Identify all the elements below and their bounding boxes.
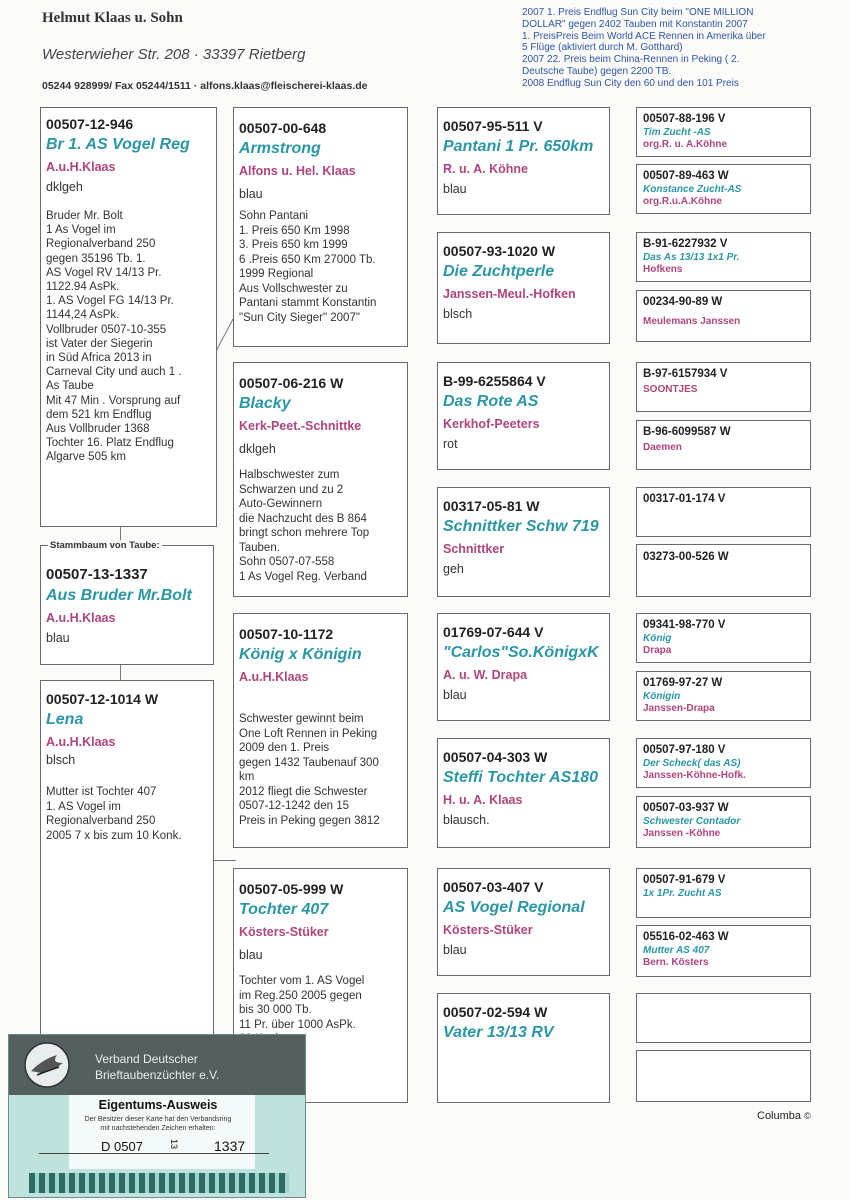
gen3-name: Die Zuchtperle [443,263,555,280]
mf-notes [239,712,403,828]
gen4-breeder: SOONTJES [643,384,698,395]
gen3-ring: B-99-6255864 V [443,373,546,389]
gen4-name: Königin [643,691,681,702]
gen3-ring: 01769-07-644 V [443,624,544,640]
father-name: Br 1. AS Vogel Reg [46,136,190,153]
gen3-name: AS Vogel Regional [443,899,585,916]
gen4-box-1 [636,107,811,157]
gen4-ring: B-96-6099587 W [643,426,731,438]
gen3-breeder: Kerkhof-Peeters [443,417,540,431]
mother-breeder: A.u.H.Klaas [46,735,116,749]
gen4-ring: 00234-90-89 W [643,296,723,308]
note-line: 2012 fliegt die Schwester [239,785,368,798]
note-line: Preis in Peking gegen 3812 [239,814,380,827]
gen4-breeder: Janssen-Köhne-Hofk. [643,770,746,781]
gen3-name: Steffi Tochter AS180 [443,769,599,786]
note-line: Tochter 16. Platz Endflug [46,437,174,450]
card-ring-number: 1337 [214,1138,246,1154]
gen3-ring: 00317-05-81 W [443,498,540,514]
note-line: bringt schon mehrere Top [239,527,370,539]
gen3-color: blau [443,943,467,957]
gen4-box-8 [636,544,811,597]
gen3-color: blausch. [443,813,490,827]
note-line: Regionalverband 250 [46,238,156,251]
gen4-breeder: org.R.u.A.Köhne [643,196,722,207]
note-line: As Taube [46,380,94,393]
gen4-ring: 03273-00-526 W [643,551,729,563]
gen4-ring: 00507-89-463 W [643,170,729,182]
gen4-ring: B-91-6227932 V [643,238,728,250]
note-line: AS Vogel RV 14/13 Pr. [46,266,162,279]
gen4-box-5 [636,362,811,412]
note-line: Bruder Mr. Bolt [46,210,123,222]
note-line: Mit 47 Min . Vorsprung auf [46,394,181,407]
note-line: 0507-12-1242 den 15 [239,800,349,812]
gen3-box-5 [437,613,610,721]
gen3-breeder: Kösters-Stüker [443,923,533,937]
father-ring: 00507-12-946 [46,116,134,132]
gen3-breeder: H. u. A. Klaas [443,793,523,807]
note-line: 1 As Vogel im [46,224,116,237]
mm-name: Tochter 407 [239,901,329,918]
pedigree-caption: Stammbaum von Taube: [50,540,160,551]
gen4-box-9 [636,613,811,663]
mm-breeder: Kösters-Stüker [239,925,329,939]
gen4-ring: 05516-02-463 W [643,931,729,943]
card-ring-left: D 0507 [101,1139,143,1154]
note-line: gegen 1432 Taubenauf 300 [239,756,379,769]
gen3-ring: 00507-95-511 V [443,118,543,134]
connector-line [120,664,121,680]
gen4-ring: 00507-91-679 V [643,874,726,886]
note-line: Carneval City und auch 1 . [46,366,182,379]
gen3-box-3 [437,362,610,470]
note-line: 1999 Regional [239,268,314,280]
gen3-breeder: Janssen-Meul.-Hofken [443,287,576,301]
achievement-line: 2007 1. Preis Endflug Sun City beim "ONE MILLION [522,7,754,18]
gen3-color: rot [443,437,458,451]
father-breeder: A.u.H.Klaas [46,160,116,174]
gen4-breeder: Daemen [643,442,682,453]
gen3-ring: 00507-02-594 W [443,1004,548,1020]
mm-ring: 00507-05-999 W [239,881,344,897]
mother-ring: 00507-12-1014 W [46,691,159,707]
mf-box [233,613,408,848]
gen4-box-11 [636,738,811,788]
gen4-box-3 [636,232,811,282]
gen4-box-14 [636,925,811,977]
note-line: bis 30 000 Tb. [239,1004,312,1016]
note-line: 1. Preis 650 Km 1998 [239,224,350,237]
mm-color: blau [239,948,263,962]
achievements-block [522,7,766,90]
ff-name: Armstrong [239,140,321,157]
fm-breeder: Kerk-Peet.-Schnittke [239,419,362,433]
gen3-color: geh [443,562,464,576]
gen4-name: Tim Zucht -AS [643,127,711,138]
fm-notes [239,468,403,584]
gen3-name: Vater 13/13 RV [443,1024,554,1041]
gen4-box-4 [636,290,811,342]
ownership-card [8,1034,306,1198]
fm-box [233,362,408,597]
gen3-name: Schnittker Schw 719 [443,518,599,535]
card-org-line: Verband Deutscher [95,1052,198,1066]
gen4-name: Der Scheck( das AS) [643,758,741,769]
note-line: Pantani stammt Konstantin [239,297,377,309]
achievement-line: 2008 Endflug Sun City den 60 und den 101 Preis [522,77,739,89]
brand-label [757,1110,811,1122]
note-line: Mutter ist Tochter 407 [46,786,157,798]
note-line: Halbschwester zum [239,469,340,481]
note-line: im Reg.250 2005 gegen [239,989,362,1002]
gen3-color: blau [443,182,467,196]
gen4-ring: 00317-01-174 V [643,493,726,505]
gen4-name: Das As 13/13 1x1 Pr. [643,252,740,263]
gen3-box-6 [437,738,610,848]
card-text [9,1115,306,1133]
gen3-ring: 00507-93-1020 W [443,243,556,259]
note-line: 2005 7 x bis zum 10 Konk. [46,829,182,842]
fm-color: dklgeh [239,442,276,456]
brand-name: Columba [757,1110,802,1122]
fm-name: Blacky [239,395,291,412]
gen3-color: blsch [443,307,473,321]
gen4-box-12 [636,796,811,848]
father-box [40,107,217,527]
note-line: dem 521 km Endflug [46,408,152,421]
note-line: 3. Preis 650 km 1999 [239,239,348,251]
subject-breeder: A.u.H.Klaas [46,611,116,625]
subject-ring: 00507-13-1337 [46,566,148,583]
gen4-name: Mutter AS 407 [643,945,710,956]
gen3-box-7 [437,868,610,976]
note-line: Sohn 0507-07-558 [239,556,335,568]
subject-name: Aus Bruder Mr.Bolt [46,587,192,604]
mf-breeder: A.u.H.Klaas [239,670,309,684]
note-line: 1. AS Vogel im [46,800,121,813]
card-title: Eigentums-Ausweis [98,1098,218,1112]
note-line: die Nachzucht des B 864 [239,512,367,525]
gen3-ring: 00507-03-407 V [443,879,544,895]
fm-ring: 00507-06-216 W [239,375,344,391]
gen4-ring: B-97-6157934 V [643,368,728,380]
gen4-box-15 [636,993,811,1043]
gen4-box-7 [636,487,811,537]
copyright-icon: © [804,1111,811,1121]
mother-notes [46,785,209,843]
card-org-line: Brieftaubenzüchter e.V. [95,1068,220,1082]
gen4-name: König [643,633,672,644]
gen3-name: Das Rote AS [443,393,539,410]
gen4-name: 1x 1Pr. Zucht AS [643,888,722,899]
gen4-breeder: Janssen -Köhne [643,828,721,839]
mf-name: König x Königin [239,646,362,663]
note-line: ist Vater der Siegerin [46,337,153,350]
ff-notes [239,209,403,325]
note-line: Auto-Gewinnern [239,498,323,510]
note-line: 1. AS Vogel FG 14/13 Pr. [46,295,174,308]
note-line: Tochter vom 1. AS Vogel [239,975,365,987]
card-pattern-strip [29,1173,289,1193]
gen4-name: Konstance Zucht-AS [643,184,742,195]
ff-box [233,107,408,347]
note-line: Aus Vollbruder 1368 [46,423,150,436]
mother-color: blsch [46,753,76,767]
note-line: 1144,24 AsPk. [46,309,120,322]
gen3-breeder: A. u. W. Drapa [443,668,528,682]
ff-ring: 00507-00-648 [239,120,327,136]
gen4-ring: 09341-98-770 V [643,619,726,631]
achievement-line: 2007 22. Preis beim China-Rennen in Peking ( 2. [522,54,740,66]
gen4-breeder: Meulemans Janssen [643,316,741,327]
note-line: gegen 35196 Tb. 1. [46,252,146,265]
note-line: 1 As Vogel Reg. Verband [239,570,367,583]
owner-address: Westerwieher Str. 208 · 33397 Rietberg [42,46,306,63]
note-line: Algarve 505 km [46,451,126,464]
gen3-box-8 [437,993,610,1103]
gen3-ring: 00507-04-303 W [443,749,548,765]
gen4-box-10 [636,671,811,721]
owner-contact: 05244 928999/ Fax 05244/1511 · alfons.klaas@fleischerei-klaas.de [42,80,368,92]
gen4-breeder: Hofkens [643,264,683,275]
gen3-color: blau [443,688,467,702]
gen3-box-1 [437,107,610,215]
mother-box [40,680,214,1040]
note-line: 6 .Preis 650 Km 27000 Tb. [239,253,376,266]
gen4-box-6 [636,420,811,470]
father-notes [46,209,212,465]
gen4-breeder: org.R. u. A.Köhne [643,139,728,150]
gen3-name: Pantani 1 Pr. 650km [443,138,594,155]
gen4-ring: 01769-97-27 W [643,677,723,689]
subject-color: blau [46,631,70,645]
mother-name: Lena [46,711,84,728]
card-ring-year: 13 [169,1138,180,1150]
note-line: in Süd Africa 2013 in [46,352,152,365]
gen3-box-4 [437,487,610,597]
subject-box [40,545,214,665]
gen3-breeder: R. u. A. Köhne [443,162,528,176]
achievement-line: Deutsche Taube) gegen 2200 TB. [522,65,672,77]
ff-breeder: Alfons u. Hel. Klaas [239,164,356,178]
note-line: Schwester gewinnt beim [239,713,364,725]
achievement-line: 1. PreisPreis Beim World ACE Rennen in Amerika über [522,30,766,42]
gen4-box-16 [636,1050,811,1102]
connector-line [214,860,236,861]
gen4-ring: 00507-03-937 W [643,802,729,814]
note-line: Schwarzen und zu 2 [239,483,344,496]
pigeon-logo-icon [23,1041,71,1089]
gen4-breeder: Janssen-Drapa [643,703,715,714]
gen4-box-2 [636,164,811,214]
achievement-line: DOLLAR" gegen 2402 Tauben mit Konstantin 2007 [522,18,748,30]
gen4-name: Schwester Contador [643,816,741,827]
gen4-breeder: Drapa [643,645,672,656]
note-line: 2009 den 1. Preis [239,742,330,754]
card-text-line: mit nachstehenden Zeichen erhalten: [100,1125,216,1132]
gen4-ring: 00507-88-196 V [643,113,726,125]
owner-name: Helmut Klaas u. Sohn [42,10,183,26]
note-line: Sohn Pantani [239,210,309,222]
gen3-breeder: Schnittker [443,542,505,556]
achievement-line: 5 Flüge (aktiviert durch M. Gotthard) [522,42,683,54]
card-org [95,1051,219,1083]
gen3-box-2 [437,232,610,344]
father-color: dklgeh [46,180,83,194]
note-line: 1122.94 AsPk. [46,281,120,294]
note-line: Aus Vollschwester zu [239,282,348,295]
note-line: "Sun City Sieger" 2007" [239,311,360,324]
note-line: Tauben. [239,541,280,554]
note-line: Vollbruder 0507-10-355 [46,323,167,336]
gen4-ring: 00507-97-180 V [643,744,726,756]
gen4-breeder: Bern. Kösters [643,957,709,968]
gen3-name: "Carlos"So.KönigxK [443,644,599,661]
gen4-box-13 [636,868,811,918]
note-line: km [239,771,255,783]
mf-ring: 00507-10-1172 [239,626,334,642]
card-text-line: Der Besitzer dieser Karte hat den Verbandsring [84,1116,232,1123]
ff-color: blau [239,187,263,201]
note-line: One Loft Rennen in Peking [239,727,378,740]
note-line: Regionalverband 250 [46,815,156,827]
note-line: 11 Pr. über 1000 AsPk. [239,1018,356,1031]
